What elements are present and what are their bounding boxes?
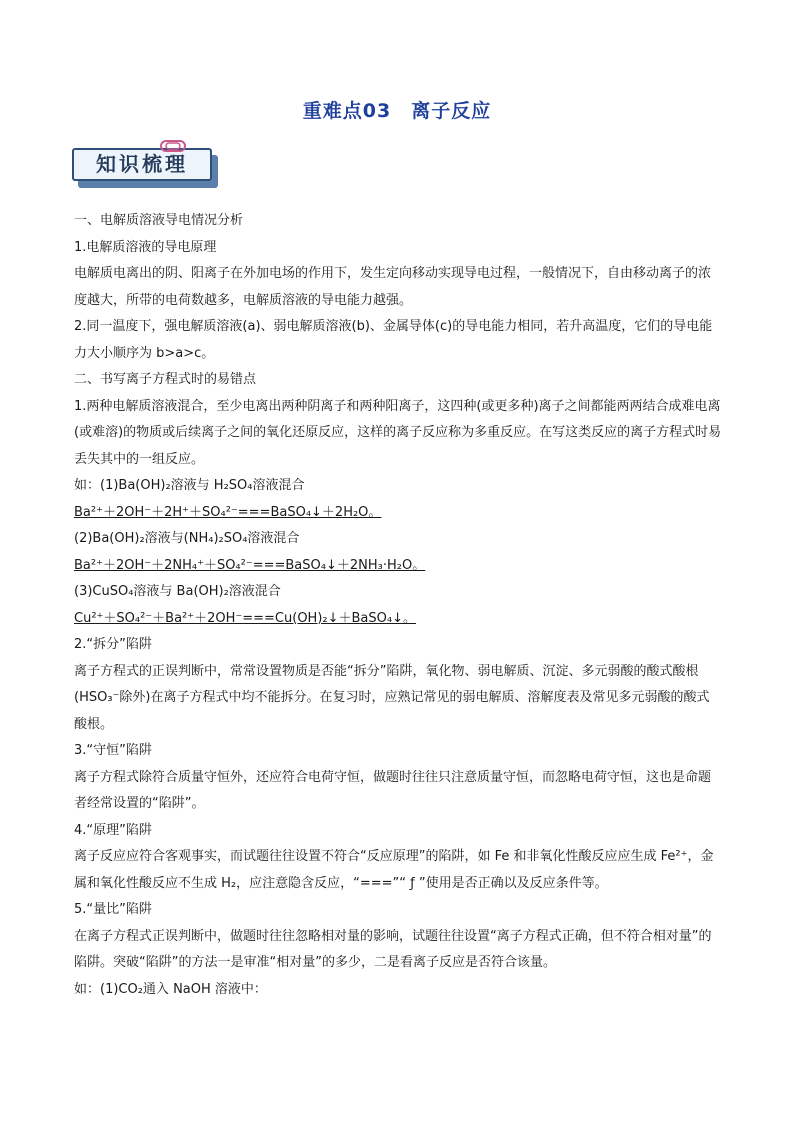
subheading: 2.“拆分”陷阱 [74, 637, 152, 652]
paragraph: 离子反应应符合客观事实，而试题往往设置不符合“反应原理”的陷阱，如 Fe 和非氧化性酸反应应生成 Fe²⁺，金属和氧化性酸反应不生成 H₂，应注意隐含反应，“===”“ ƒ ”使用是否正确以及反应条件等。 [74, 849, 714, 891]
page-title: 重难点03 离子反应 [302, 100, 492, 122]
subheading: 3.“守恒”陷阱 [74, 743, 152, 758]
paragraph: 2.同一温度下，强电解质溶液(a)、弱电解质溶液(b)、金属导体(c)的导电能力相同，若升高温度，它们的导电能力大小顺序为 b>a>c。 [74, 319, 713, 361]
document-body [74, 208, 722, 1003]
equation-2: Ba²⁺＋2OH⁻＋2NH₄⁺＋SO₄²⁻===BaSO₄↓＋2NH₃·H₂O。 [74, 557, 426, 573]
example-line: (2)Ba(OH)₂溶液与(NH₄)₂SO₄溶液混合 [74, 531, 300, 546]
subheading: 5.“量比”陷阱 [74, 902, 152, 917]
badge-label: 知识梳理 [72, 148, 212, 181]
example-line: 如：(1)CO₂通入 NaOH 溶液中： [74, 981, 267, 997]
subheading: 4.“原理”陷阱 [74, 822, 152, 838]
section-heading-1: 一、电解质溶液导电情况分析 [74, 213, 244, 228]
paragraph: 1.两种电解质溶液混合，至少电离出两种阴离子和两种阳离子，这四种(或更多种)离子之间都能两两结合成难电离(或难溶)的物质或后续离子之间的氧化还原反应，这样的离子反应称为多重反应。在写这类反应的离子方程式时易丢失其中的一组反应。 [74, 398, 722, 467]
paragraph: 在离子方程式正误判断中，做题时往往忽略相对量的影响，试题往往设置“离子方程式正确，但不符合相对量”的陷阱。突破“陷阱”的方法一是审准“相对量”的多少，二是看离子反应是否符合该量。 [74, 928, 712, 970]
equation-3: Cu²⁺＋SO₄²⁻＋Ba²⁺＋2OH⁻===Cu(OH)₂↓＋BaSO₄↓。 [74, 610, 416, 626]
section-badge [72, 148, 222, 190]
paragraph: 离子方程式除符合质量守恒外，还应符合电荷守恒，做题时往往只注意质量守恒，而忽略电荷守恒，这也是命题者经常设置的“陷阱”。 [74, 769, 712, 811]
subheading: 1.电解质溶液的导电原理 [74, 239, 217, 255]
paragraph: 离子方程式的正误判断中，常常设置物质是否能“拆分”陷阱，氧化物、弱电解质、沉淀、多元弱酸的酸式酸根(HSO₃⁻除外)在离子方程式中均不能拆分。在复习时，应熟记常见的弱电解质、溶解度表及常见多元弱酸的酸式酸根。 [74, 663, 710, 732]
example-line: 如：(1)Ba(OH)₂溶液与 H₂SO₄溶液混合 [74, 478, 305, 493]
section-heading-2: 二、书写离子方程式时的易错点 [74, 372, 257, 387]
equation-1: Ba²⁺＋2OH⁻＋2H⁺＋SO₄²⁻===BaSO₄↓＋2H₂O。 [74, 504, 382, 520]
example-line: (3)CuSO₄溶液与 Ba(OH)₂溶液混合 [74, 584, 281, 599]
paragraph: 电解质电离出的阴、阳离子在外加电场的作用下，发生定向移动实现导电过程，一般情况下，自由移动离子的浓度越大，所带的电荷数越多，电解质溶液的导电能力越强。 [74, 266, 712, 308]
paperclip-icon [160, 140, 186, 152]
